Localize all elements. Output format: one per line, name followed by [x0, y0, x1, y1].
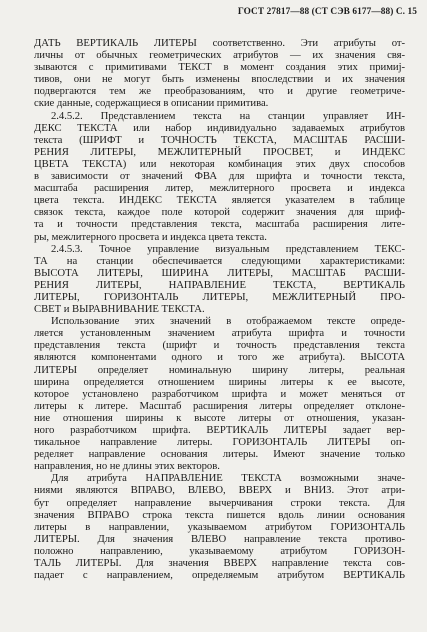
text-line: положно направлению, указываемому атрибутом ГОРИЗОН- [34, 544, 405, 557]
text-line: ляется установленным значением атрибута шрифта и точности [34, 327, 405, 340]
text-line: литеры к литере. Масштаб расширения литеры определяет отклоне- [34, 399, 405, 412]
text-line: цвета текста. ИНДЕКС ТЕКСТА является указателем в таблице [34, 194, 405, 207]
text-line: ние отношения ширины к высоте литеры от отношения, указан- [34, 411, 405, 424]
body-text [34, 37, 405, 581]
text-line: ДЕКС ТЕКСТА или набор индивидуально задаваемых атрибутов [34, 121, 405, 134]
text-line: в зависимости от значений ФВА для шрифта и точности текста, [34, 170, 405, 183]
text-line: ЛИТЕРЫ, ГОРИЗОНТАЛЬ ЛИТЕРЫ, МЕЖЛИТЕРНЫЙ ПРО- [34, 290, 405, 303]
text-line: ЦВЕТА ТЕКСТА) или некоторая комбинация этих двух способов [34, 157, 405, 170]
text-line: ДАТЬ ВЕРТИКАЛЬ ЛИТЕРЫ соответственно. Эти атрибуты от- [34, 37, 405, 49]
text-line: падает с направлением, определяемым атрибутом ВЕРТИКАЛЬ [34, 569, 405, 582]
text-line: подвергаются тем же преобразованиям, что и другие геометриче- [34, 85, 405, 98]
text-line: ры, межлитерного просвета и индекса цвета текста. [34, 230, 267, 243]
text-line: которое установлено разработчиком шрифта и может меняться от [34, 387, 405, 400]
text-line: ЛИТЕРЫ. Для значения ВЛЕВО направление текста противо- [34, 532, 405, 545]
text-line: ширина определяется отношением ширины литеры к ее высоте, [34, 375, 405, 388]
text-line: Использование этих значений в отображаемом тексте опреде- [51, 315, 405, 328]
text-line: являются компонентами одного и того же атрибута). ВЫСОТА [34, 351, 405, 364]
text-line: личны от обычных геометрических атрибутов — их значения свя- [34, 49, 405, 62]
text-line: тикальное направление литеры. ГОРИЗОНТАЛЬ ЛИТЕРЫ оп- [34, 436, 405, 449]
text-line: тивов, они не могут быть изменены впоследствии и их значения [34, 73, 405, 86]
text-line: СВЕТ и ВЫРАВНИВАНИЕ ТЕКСТА. [34, 303, 205, 316]
text-line: 2.4.5.3. Точное управление визуальным представлением ТЕКС- [51, 242, 405, 255]
text-line: масштаба расширения литер, межлитерного просвета и индекса [34, 182, 405, 195]
text-line: РЕНИЯ ЛИТЕРЫ, НАПРАВЛЕНИЕ ТЕКСТА, ВЕРТИКАЛЬ [34, 278, 405, 291]
text-line: та и точности представления текста, масштаба расширения лите- [34, 218, 405, 231]
page-header: ГОСТ 27817—88 (СТ СЭВ 6177—88) С. 15 [237, 7, 417, 17]
text-line: представления текста (шрифт и точность представления текста [34, 339, 405, 352]
text-line: ЛИТЕРЫ определяет номинальную ширину литеры, реальная [34, 363, 405, 376]
text-line: связок текста, каждое поле которой содержит значения для шриф- [34, 206, 405, 219]
text-line: бут определяет направление вычерчивания строки текста. Для [34, 496, 405, 509]
text-line: ределяет направление основания литеры. Имеют значение только [34, 448, 405, 461]
text-line: зываются с примитивами ТЕКСТ в момент создания этих примиј- [34, 61, 405, 74]
text-line: текста (ШРИФТ и ТОЧНОСТЬ ТЕКСТА, МАСШТАБ РАСШИ- [34, 133, 405, 146]
text-line: ские данные, содержащиеся в описании примитива. [34, 97, 269, 110]
text-line: ВЫСОТА ЛИТЕРЫ, ШИРИНА ЛИТЕРЫ, МАСШТАБ РАСШИ- [34, 266, 405, 279]
text-line: литеры в направлении, указываемом атрибутом ГОРИЗОНТАЛЬ [34, 520, 405, 533]
text-line: значения ВПРАВО строка текста пишется вдоль линии основания [34, 508, 405, 521]
text-line: Для атрибута НАПРАВЛЕНИЕ ТЕКСТА возможными значе- [51, 472, 405, 485]
text-line: ниями являются ВПРАВО, ВЛЕВО, ВВЕРХ и ВНИЗ. Этот атри- [34, 484, 405, 497]
text-line: РЕНИЯ ЛИТЕРЫ, МЕЖЛИТЕРНЫЙ ПРОСВЕТ, и ИНДЕКС [34, 145, 405, 158]
text-line: направления, но не длины этих векторов. [34, 460, 220, 473]
text-line: ТАЛЬ ЛИТЕРЫ. Для значения ВВЕРХ направление текста сов- [34, 557, 405, 570]
text-line: ного разработчиком шрифта. ВЕРТИКАЛЬ ЛИТЕРЫ задает вер- [34, 424, 405, 436]
text-line: ТА на станции обеспечивается следующими характеристиками: [34, 254, 405, 267]
text-line: 2.4.5.2. Представлением текста на станции управляет ИН- [51, 109, 405, 122]
